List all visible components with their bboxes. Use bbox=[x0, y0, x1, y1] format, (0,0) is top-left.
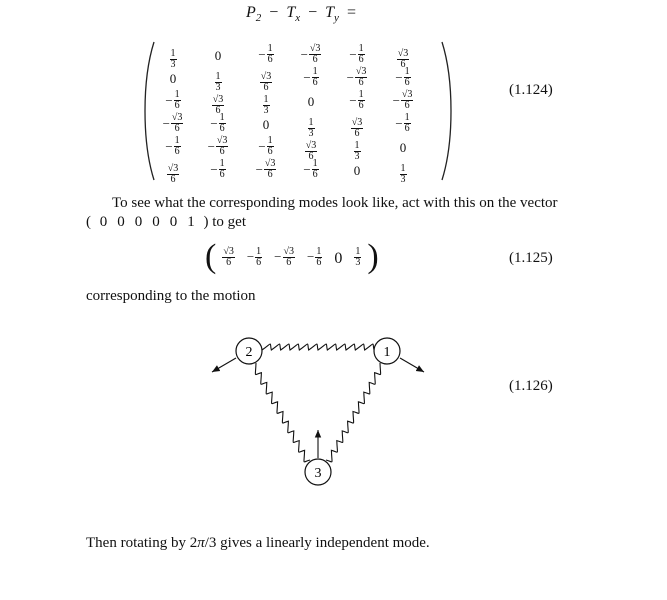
matrix-cell bbox=[153, 44, 193, 68]
matrix-cell bbox=[198, 90, 238, 114]
matrix-entry: − $\frac{√3}{6}$ bbox=[207, 135, 228, 157]
matrix-cell bbox=[291, 67, 331, 91]
vector-entry: 0 bbox=[117, 214, 125, 230]
matrix-cell bbox=[153, 90, 193, 114]
matrix-cell bbox=[383, 90, 423, 114]
matrix-entry: 0 bbox=[399, 140, 407, 155]
matrix-cell bbox=[246, 113, 286, 137]
row-vector-entries bbox=[216, 246, 367, 268]
matrix-entry: − $\frac{1}{6}$ bbox=[349, 43, 364, 65]
row-vector-entry bbox=[334, 246, 342, 268]
matrix-cell bbox=[337, 67, 377, 91]
matrix-cell bbox=[198, 159, 238, 183]
matrix-entry: − $\frac{1}{6}$ bbox=[165, 89, 180, 111]
matrix-cell bbox=[198, 44, 238, 68]
matrix-entry: $\frac{1}{3}$ bbox=[263, 94, 269, 116]
row-vector-value: $\frac{√3}{6}$ bbox=[223, 245, 234, 268]
matrix-entry: $\frac{√3}{6}$ bbox=[351, 117, 363, 139]
equation-lhs: $P_2 - T_x - T_y$ = bbox=[246, 4, 356, 24]
row-vector-entry bbox=[307, 247, 322, 268]
matrix-cell bbox=[246, 44, 286, 68]
matrix-cell bbox=[246, 90, 286, 114]
matrix-cell bbox=[383, 44, 423, 68]
matrix-cell bbox=[337, 136, 377, 160]
matrix-entry: 0 bbox=[353, 163, 361, 178]
matrix-entry: − $\frac{1}{6}$ bbox=[349, 89, 364, 111]
matrix-cell bbox=[198, 67, 238, 91]
matrix-entry: $\frac{√3}{6}$ bbox=[212, 94, 224, 116]
vector-close-paren: ) bbox=[203, 214, 209, 230]
mass-1-label: 1 bbox=[383, 345, 391, 360]
arrow-mass-2 bbox=[212, 358, 236, 372]
matrix-cell bbox=[246, 67, 286, 91]
matrix-cell bbox=[246, 159, 286, 183]
matrix-entry: 0 bbox=[307, 94, 315, 109]
matrix-right-paren bbox=[442, 42, 451, 180]
vector-entry: 0 bbox=[99, 214, 108, 230]
vector-entry: 0 bbox=[152, 214, 160, 230]
paragraph-line-1: To see what the corresponding modes look like, act with this on the vector bbox=[112, 195, 558, 211]
row-vector-value: − $\frac{1}{6}$ bbox=[307, 245, 322, 268]
matrix-entry: $\frac{√3}{6}$ bbox=[260, 71, 272, 93]
vector-entry: 0 bbox=[169, 214, 178, 230]
matrix-cell bbox=[383, 159, 423, 183]
matrix-entry: $\frac{√3}{6}$ bbox=[167, 163, 179, 185]
matrix-entry: $\frac{1}{3}$ bbox=[215, 71, 221, 93]
matrix-entry: $\frac{√3}{6}$ bbox=[397, 48, 409, 70]
matrix-cell bbox=[153, 67, 193, 91]
matrix-entry: − $\frac{1}{6}$ bbox=[303, 66, 318, 88]
matrix-cell bbox=[198, 136, 238, 160]
matrix-entry: − $\frac{1}{6}$ bbox=[395, 112, 410, 134]
matrix-cell bbox=[153, 136, 193, 160]
row-vector-close-paren: ) bbox=[367, 238, 379, 275]
matrix-cell bbox=[291, 44, 331, 68]
row-vector-entry bbox=[274, 247, 295, 268]
spring-2-3 bbox=[255, 363, 310, 462]
equation-number-1-126: (1.126) bbox=[509, 378, 553, 394]
matrix-entry: − $\frac{1}{6}$ bbox=[210, 158, 225, 180]
matrix-cell bbox=[337, 44, 377, 68]
matrix-entry: $\frac{1}{3}$ bbox=[308, 117, 314, 139]
matrix-cell bbox=[153, 159, 193, 183]
matrix-entry: − $\frac{1}{6}$ bbox=[258, 135, 273, 157]
matrix-cell bbox=[291, 159, 331, 183]
paragraph-line-2-tail: to get bbox=[212, 214, 246, 230]
matrix-entry: − $\frac{1}{6}$ bbox=[303, 158, 318, 180]
row-vector-entry bbox=[247, 247, 262, 268]
vector-entry: 1 bbox=[187, 214, 195, 230]
matrix-cell bbox=[153, 113, 193, 137]
spring-1-3 bbox=[326, 363, 381, 462]
equation-number-1-125: (1.125) bbox=[509, 250, 553, 266]
vector-entry: 0 bbox=[134, 214, 143, 230]
spring-1-2 bbox=[262, 344, 374, 350]
matrix-cell bbox=[246, 136, 286, 160]
matrix-entry: − $\frac{1}{6}$ bbox=[258, 43, 273, 65]
matrix-cell bbox=[198, 113, 238, 137]
matrix-entry: $\frac{1}{3}$ bbox=[170, 48, 176, 70]
matrix-entry: $\frac{1}{3}$ bbox=[354, 140, 360, 162]
mass-3-label: 3 bbox=[314, 466, 322, 481]
matrix-cell bbox=[337, 159, 377, 183]
matrix-entry: − $\frac{√3}{6}$ bbox=[162, 112, 183, 134]
matrix-entry: $\frac{1}{3}$ bbox=[400, 163, 406, 185]
closing-sentence: Then rotating by 2π/3 gives a linearly independent mode. bbox=[86, 535, 430, 551]
matrix-entry: − $\frac{√3}{6}$ bbox=[255, 158, 276, 180]
matrix-cell bbox=[383, 67, 423, 91]
vector-entries bbox=[95, 214, 200, 230]
matrix-entry: − $\frac{1}{6}$ bbox=[210, 112, 225, 134]
matrix-cell bbox=[291, 90, 331, 114]
matrix-entry: $\frac{√3}{6}$ bbox=[305, 140, 317, 162]
equation-number-1-124: (1.124) bbox=[509, 82, 553, 98]
matrix-entry: − $\frac{√3}{6}$ bbox=[346, 66, 367, 88]
vector-open-paren: ( bbox=[86, 214, 91, 230]
row-vector-value: 0 bbox=[334, 250, 343, 267]
matrix-cell bbox=[383, 113, 423, 137]
mass-2-label: 2 bbox=[245, 345, 253, 360]
paragraph-line-2 bbox=[86, 213, 246, 232]
matrix-entry: 0 bbox=[262, 117, 270, 132]
matrix-entry: − $\frac{√3}{6}$ bbox=[392, 89, 413, 111]
matrix-cell bbox=[291, 136, 331, 160]
row-vector-entry bbox=[354, 247, 361, 268]
equation-1-125 bbox=[205, 240, 379, 274]
matrix-entry: 0 bbox=[169, 71, 177, 86]
row-vector-value: − $\frac{1}{6}$ bbox=[246, 245, 262, 268]
matrix-cell bbox=[337, 113, 377, 137]
motion-caption: corresponding to the motion bbox=[86, 288, 256, 304]
row-vector-value: $\frac{1}{3}$ bbox=[355, 245, 361, 268]
matrix-entry: − $\frac{√3}{6}$ bbox=[300, 43, 321, 65]
row-vector-entry bbox=[222, 247, 235, 268]
row-vector-value: − $\frac{√3}{6}$ bbox=[274, 245, 295, 268]
matrix-entry: − $\frac{1}{6}$ bbox=[395, 66, 410, 88]
matrix-cell bbox=[291, 113, 331, 137]
spring-triangle-figure bbox=[200, 330, 440, 500]
matrix-entry: 0 bbox=[214, 48, 222, 63]
row-vector-open-paren: ( bbox=[205, 238, 217, 275]
arrow-mass-1 bbox=[400, 358, 424, 372]
matrix-entry: − $\frac{1}{6}$ bbox=[165, 135, 180, 157]
matrix-cell bbox=[383, 136, 423, 160]
matrix-cell bbox=[337, 90, 377, 114]
